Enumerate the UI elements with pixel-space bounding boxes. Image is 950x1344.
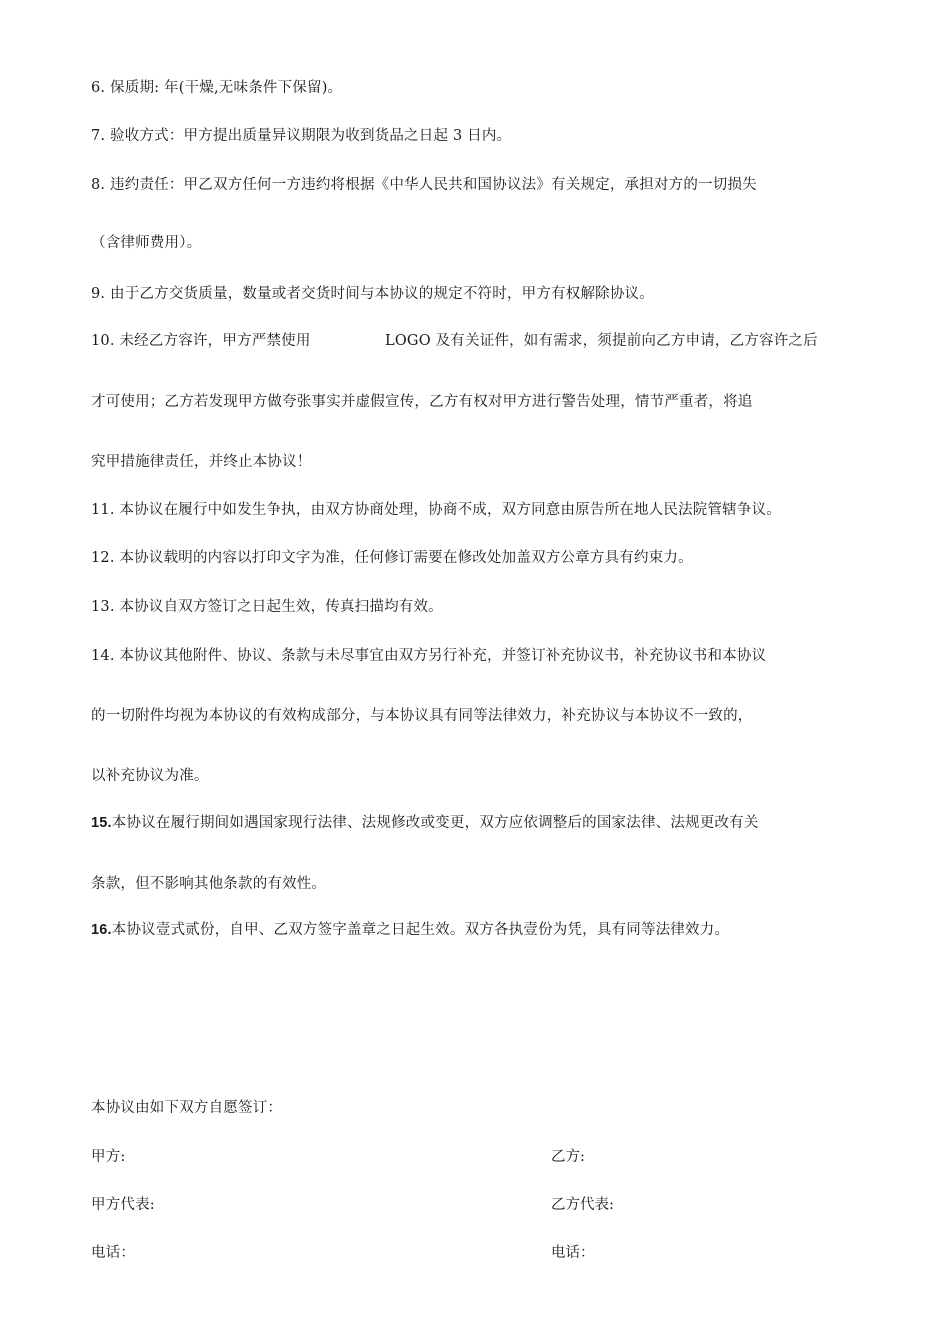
clause-7: 7. 验收方式：甲方提出质量异议期限为收到货品之日起 3 日内。	[91, 128, 512, 144]
clause-16	[91, 920, 729, 940]
clause-8-line-2: （含律师费用）。	[91, 235, 202, 251]
party-a-representative-label: 甲方代表:	[91, 1197, 155, 1213]
clause-14-line-3: 以补充协议为准。	[91, 768, 209, 784]
clause-14-line-2: 的一切附件均视为本协议的有效构成部分，与本协议具有同等法律效力，补充协议与本协议不一致的，	[91, 708, 753, 724]
party-b-representative-label: 乙方代表:	[551, 1197, 614, 1213]
clause-15-number: 15.	[91, 815, 112, 831]
signature-intro: 本协议由如下双方自愿签订：	[91, 1100, 283, 1116]
clause-9: 9. 由于乙方交货质量，数量或者交货时间与本协议的规定不符时，甲方有权解除协议。	[91, 286, 654, 302]
clause-12: 12. 本协议载明的内容以打印文字为准，任何修订需要在修改处加盖双方公章方具有约束力。	[91, 550, 693, 566]
clause-6: 6. 保质期: 年(干燥,无味条件下保留)。	[91, 80, 343, 96]
clause-10-line-2: 才可使用；乙方若发现甲方做夸张事实并虚假宣传，乙方有权对甲方进行警告处理，情节严重者，将追	[91, 394, 753, 410]
party-b-phone-label: 电话：	[551, 1245, 595, 1261]
party-b-label: 乙方:	[551, 1149, 585, 1165]
clause-8-line-1: 8. 违约责任：甲乙双方任何一方违约将根据《中华人民共和国协议法》有关规定，承担对方的一切损失	[91, 177, 757, 193]
clause-14-line-1: 14. 本协议其他附件、协议、条款与未尽事宜由双方另行补充，并签订补充协议书，补充协议书和本协议	[91, 648, 767, 664]
clause-16-number: 16.	[91, 922, 112, 938]
clause-15-line-2: 条款，但不影响其他条款的有效性。	[91, 876, 327, 892]
clause-11: 11. 本协议在履行中如发生争执，由双方协商处理，协商不成，双方同意由原告所在地人民法院管辖争议。	[91, 502, 781, 518]
clause-13: 13. 本协议自双方签订之日起生效，传真扫描均有效。	[91, 599, 443, 615]
clause-10-line-1b: LOGO 及有关证件，如有需求，须提前向乙方申请，乙方容许之后	[385, 333, 818, 349]
party-a-label: 甲方:	[91, 1149, 126, 1165]
clause-16-text: 本协议壹式贰份，自甲、乙双方签字盖章之日起生效。双方各执壹份为凭，具有同等法律效力。	[111, 922, 730, 938]
clause-15-text: 本协议在履行期间如遇国家现行法律、法规修改或变更，双方应依调整后的国家法律、法规更改有关	[111, 815, 759, 831]
clause-10-line-1a: 10. 未经乙方容许，甲方严禁使用	[91, 333, 311, 349]
clause-10-line-3: 究甲措施律责任，并终止本协议！	[91, 454, 312, 470]
party-a-phone-label: 电话：	[91, 1245, 136, 1261]
clause-15-line-1	[91, 813, 759, 833]
